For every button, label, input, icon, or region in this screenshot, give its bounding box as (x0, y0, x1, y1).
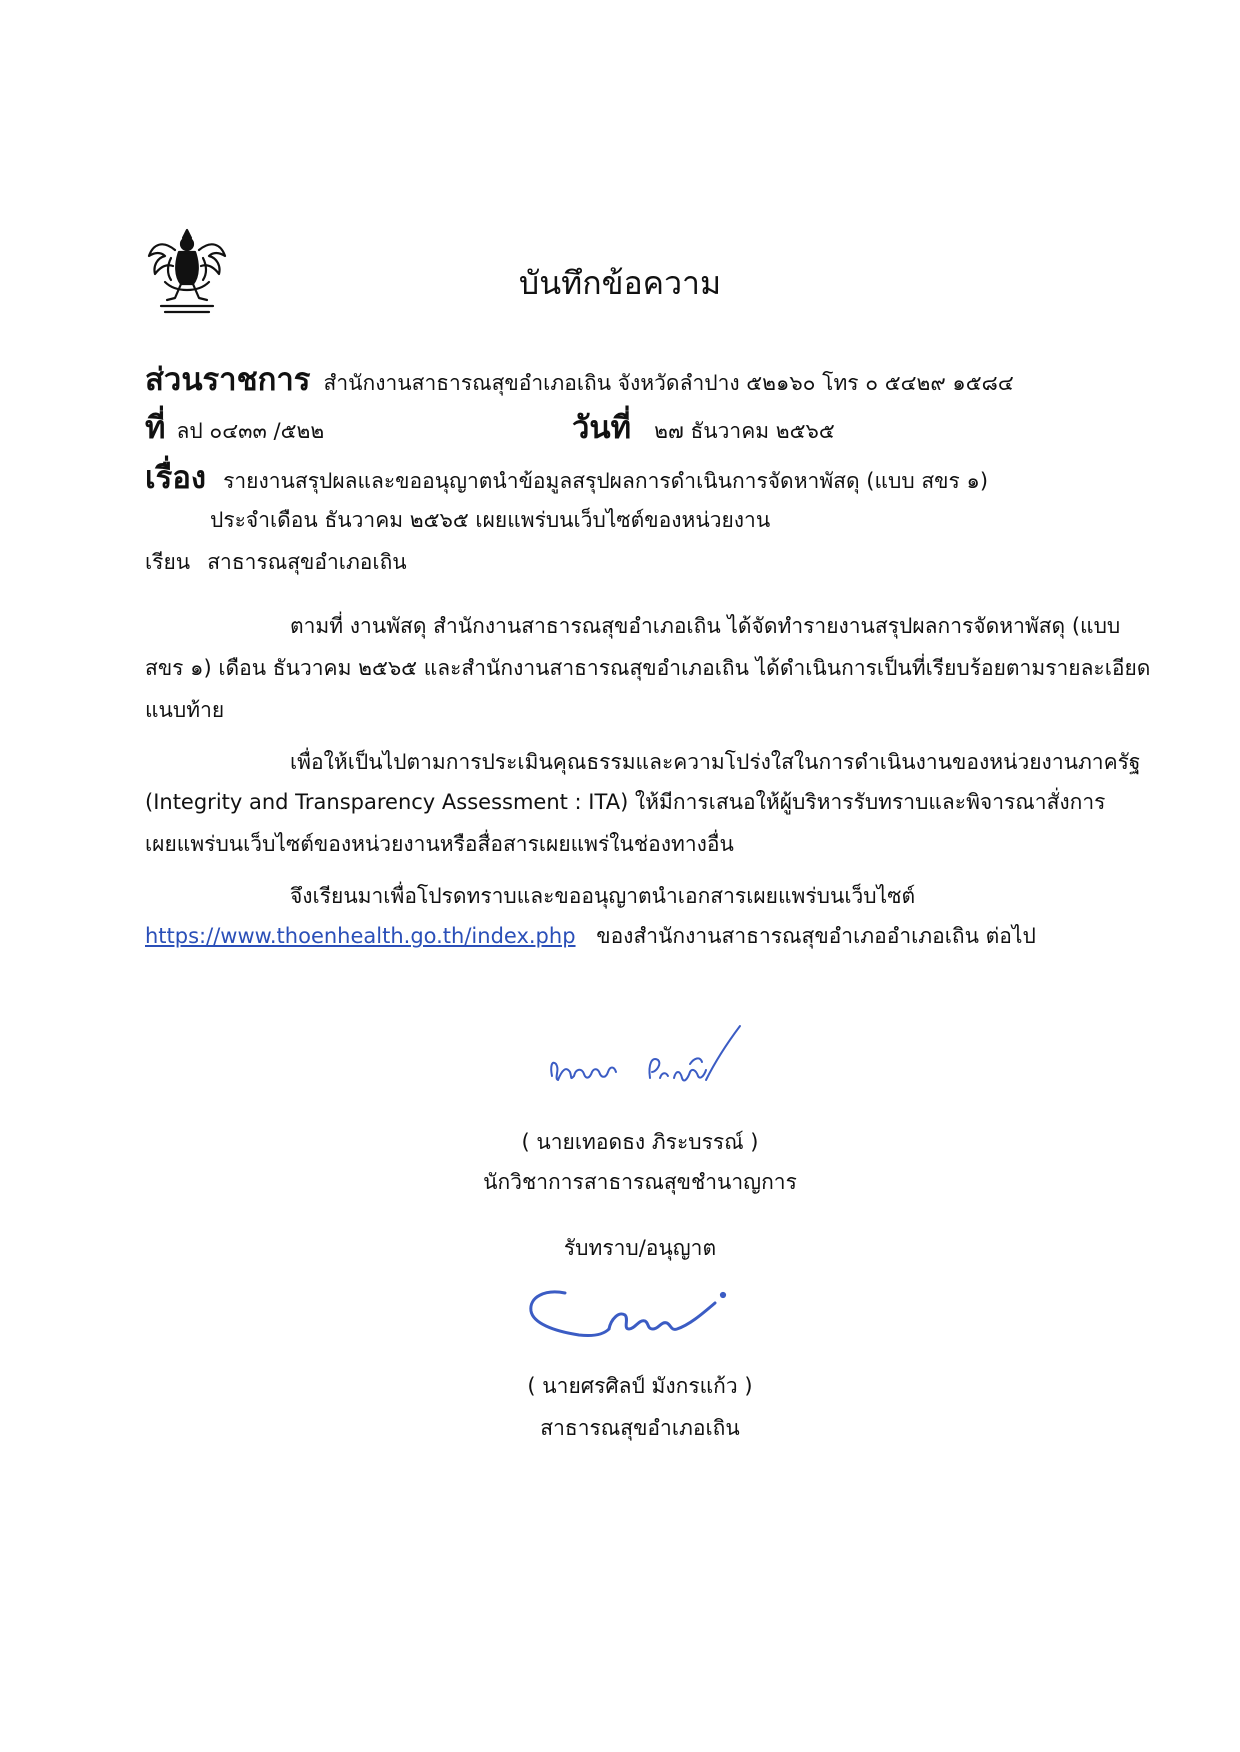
agency-label: ส่วนราชการ (145, 362, 311, 398)
paragraph-2-line-2: (Integrity and Transparency Assessment : ITA) ให้มีการเสนอให้ผู้บริหารรับทราบและพิจารณาสั่งการ (145, 790, 1106, 814)
website-link[interactable]: https://www.thoenhealth.go.th/index.php (145, 924, 576, 948)
paragraph-3-line-2 (145, 920, 1036, 953)
signer-1-position: นักวิชาการสาธารณสุขชำนาญการ (483, 1170, 797, 1194)
paragraph-2-line-3: เผยแพร่บนเว็บไซต์ของหน่วยงานหรือสื่อสารเผยแพร่ในช่องทางอื่น (145, 832, 734, 856)
paragraph-3-after-link: ของสำนักงานสาธารณสุขอำเภออำเภอเถิน ต่อไป (596, 924, 1036, 948)
paragraph-1-line-1: ตามที่ งานพัสดุ สำนักงานสาธารณสุขอำเภอเถิน ได้จัดทำรายงานสรุปผลการจัดหาพัสดุ (แบบ (290, 614, 1121, 638)
date-value: ๒๗ ธันวาคม ๒๕๖๕ (654, 419, 835, 443)
memo-title: บันทึกข้อความ (518, 264, 722, 302)
reference-label: ที่ (145, 410, 166, 446)
date-label: วันที่ (572, 410, 632, 446)
recipient-row (145, 546, 407, 579)
subject-line-2: ประจำเดือน ธันวาคม ๒๕๖๕ เผยแพร่บนเว็บไซต์ของหน่วยงาน (210, 508, 771, 532)
date-row (572, 402, 835, 452)
signer-2-position: สาธารณสุขอำเภอเถิน (540, 1416, 740, 1440)
subject-row (145, 452, 988, 502)
agency-row (145, 354, 1014, 404)
reference-row (145, 402, 324, 452)
paragraph-1-line-2: สขร ๑) เดือน ธันวาคม ๒๕๖๕ และสำนักงานสาธารณสุขอำเภอเถิน ได้ดำเนินการเป็นที่เรียบร้อยตามรายละเอียด (145, 656, 1151, 680)
subject-label: เรื่อง (145, 460, 207, 496)
signer-1-name: ( นายเทอดธง ภิระบรรณ์ ) (521, 1130, 759, 1154)
paragraph-3-line-1: จึงเรียนมาเพื่อโปรดทราบและขออนุญาตนำเอกสารเผยแพร่บนเว็บไซต์ (290, 884, 916, 908)
approval-note: รับทราบ/อนุญาต (563, 1236, 717, 1260)
subject-line-1: รายงานสรุปผลและขออนุญาตนำข้อมูลสรุปผลการดำเนินการจัดหาพัสดุ (แบบ สขร ๑) (223, 469, 989, 493)
recipient-label: เรียน (145, 550, 191, 574)
paragraph-2-line-1: เพื่อให้เป็นไปตามการประเมินคุณธรรมและความโปร่งใสในการดำเนินงานของหน่วยงานภาครัฐ (290, 750, 1141, 774)
recipient-value: สาธารณสุขอำเภอเถิน (207, 550, 407, 574)
signature-1-image (540, 1020, 760, 1100)
reference-value: ลป ๐๔๓๓ /๕๒๒ (176, 419, 325, 443)
paragraph-1-line-3: แนบท้าย (145, 698, 225, 722)
signer-2-name: ( นายศรศิลป์ มังกรแก้ว ) (527, 1374, 753, 1398)
agency-value: สำนักงานสาธารณสุขอำเภอเถิน จังหวัดลำปาง ๕๒๑๖๐ โทร ๐ ๕๔๒๙ ๑๕๘๔ (323, 371, 1014, 395)
signature-2-image (525, 1275, 735, 1355)
